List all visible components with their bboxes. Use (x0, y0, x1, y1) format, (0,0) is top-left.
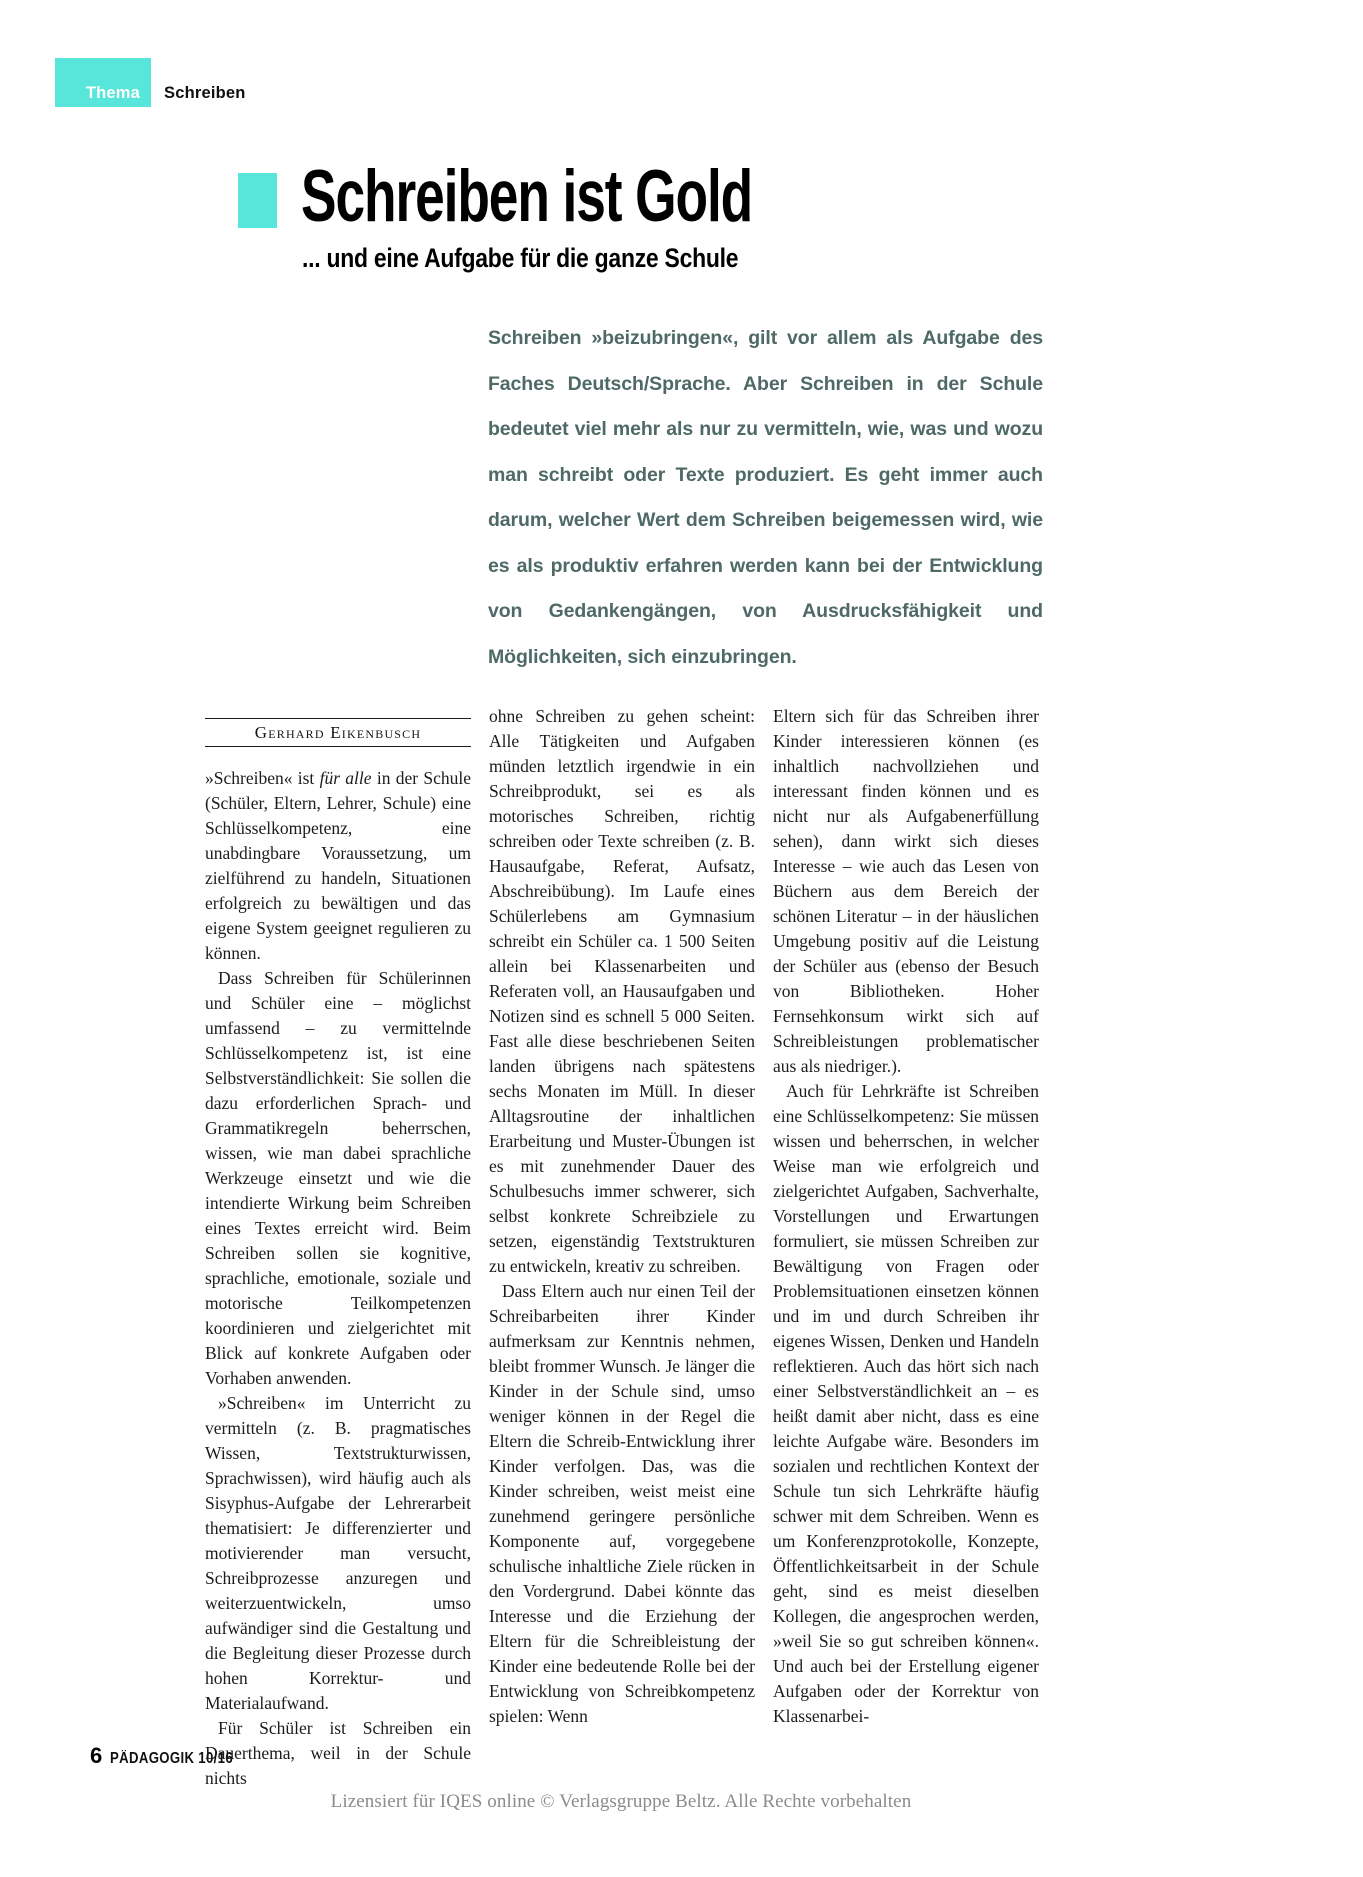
license-text: Lizensiert für IQES online © Verlagsgruppe Beltz. Alle Rechte vorbehalten (330, 1791, 912, 1812)
intro-paragraph: Schreiben »beizubringen«, gilt vor allem als Aufgabe des Faches Deutsch/Sprache. Aber Schreiben in der Schule bedeutet viel mehr als nur zu vermitteln, wie, was und wozu man schreibt oder Texte produziert. Es geht immer auch darum, welcher Wert dem Schreiben beigemessen wird, wie es als produktiv erfahren werden kann bei der Entwicklung von Gedankengängen, von Ausdrucksfähigkeit und Möglichkeiten, sich einzubringen. (488, 327, 1043, 668)
article-paragraph: Eltern sich für das Schreiben ihrer Kinder interessieren können (es inhaltlich nachvollziehen und interessant finden können und es nicht nur als Aufgabenerfüllung sehen), dann wirkt sich dieses Interesse – wie auch das Lesen von Büchern aus dem Bereich der schönen Literatur – in der häuslichen Umgebung positiv auf die Leistung der Schüler aus (ebenso der Besuch von Bibliotheken. Hoher Fernsehkonsum wirkt sich auf Schreibleistungen problematischer aus als niedriger.). (773, 706, 1039, 1076)
article-paragraph: Dass Eltern auch nur einen Teil der Schreibarbeiten ihrer Kinder aufmerksam zur Kenntnis nehmen, bleibt frommer Wunsch. Je länger die Kinder in der Schule sind, umso weniger können in der Regel die Eltern die Schreib-Entwicklung ihrer Kinder verfolgen. Das, was die Kinder schreiben, weist meist eine zunehmend geringere persönliche Komponente auf, vorgegebene schulische inhaltliche Ziele rücken in den Vordergrund. Dabei könnte das Interesse und die Erziehung der Eltern für die Schreibleistung der Kinder eine bedeutende Rolle bei der Entwicklung von Schreibkompetenz spielen: Wenn (489, 1281, 755, 1726)
magazine-issue-label: PÄDAGOGIK 10/16 (110, 1750, 234, 1767)
kicker-topic-label: Schreiben (164, 83, 246, 102)
article-column-2 (489, 704, 755, 1729)
article-paragraph: ohne Schreiben zu gehen scheint: Alle Tätigkeiten und Aufgaben münden letztlich irgendwie in ein Schreibprodukt, sei es als motorisches Schreiben, richtig schreiben oder Texte schreiben (z. B. Hausaufgabe, Referat, Aufsatz, Abschreibübung). Im Laufe eines Schülerlebens am Gymnasium schreibt ein Schüler ca. 1 500 Seiten allein bei Klassenarbeiten und Referaten voll, an Hausaufgaben und Notizen sind es schnell 5 000 Seiten. Fast alle diese beschriebenen Seiten landen übrigens nach spätestens sechs Monaten im Müll. In dieser Alltagsroutine der inhaltlichen Erarbeitung und Muster-Übungen ist es mit zunehmender Dauer des Schulbesuchs immer schwerer, sich selbst konkrete Schreibziele zu setzen, eigenständig Textstrukturen zu entwickeln, kreativ zu schreiben. (489, 706, 755, 1276)
article-paragraph: »Schreiben« im Unterricht zu vermitteln (z. B. pragmatisches Wissen, Textstrukturwissen, Sprachwissen), wird häufig auch als Sisyphus-Aufgabe der Lehrerarbeit thematisiert: Je differenzierter und motivierender man versucht, Schreibprozesse anzuregen und weiterzuentwickeln, umso aufwändiger sind die Gestaltung und die Begleitung dieser Prozesse durch hohen Korrektur- und Materialaufwand. (205, 1393, 471, 1713)
thema-badge-label: Thema (85, 83, 140, 102)
page-number: 6 (90, 1743, 103, 1768)
author-byline: Gerhard Eikenbusch (205, 718, 471, 747)
title-square-icon (238, 173, 277, 228)
paragraph-text: in der Schule (Schüler, Eltern, Lehrer, Schule) eine Schlüsselkompetenz, eine unabdingbare Voraussetzung, um zielführend zu handeln, Situationen erfolgreich zu bewältigen und das eigene System geeignet regulieren zu können. (205, 768, 471, 963)
paragraph-text-italic: für alle (319, 768, 372, 788)
footer-page-info (90, 1745, 255, 1767)
article-paragraph: Dass Schreiben für Schülerinnen und Schüler eine – möglichst umfassend – zu vermittelnde Schlüsselkompetenz ist, ist eine Selbstverständlichkeit: Sie sollen die dazu erforderlichen Sprach- und Grammatikregeln beherrschen, wissen, wie man dabei sprachliche Werkzeuge einsetzt und wie die intendierte Wirkung beim Schreiben eines Textes erreicht wird. Beim Schreiben sollen sie kognitive, sprachliche, emotionale, soziale und motorische Teilkompetenzen koordinieren und zielgerichtet mit Blick auf konkrete Aufgaben oder Vorhaben anwenden. (205, 968, 471, 1388)
page-subtitle: ... und eine Aufgabe für die ganze Schule (302, 243, 739, 273)
article-paragraph: Auch für Lehrkräfte ist Schreiben eine Schlüsselkompetenz: Sie müssen wissen und beherrschen, in welcher Weise man wie erfolgreich und zielgerichtet Aufgaben, Sachverhalte, Vorstellungen und Erwartungen formuliert, sie müssen Schreiben zur Bewältigung von Fragen oder Problemsituationen einsetzen können und im und durch Schreiben ihr eigenes Wissen, Denken und Handeln reflektieren. Auch das hört sich nach einer Selbstverständlichkeit an – es heißt damit aber nicht, dass es eine leichte Aufgabe wäre. Besonders im sozialen und rechtlichen Kontext der Schule tun sich Lehrkräfte häufig schwer mit dem Schreiben. Wenn es um Konferenzprotokolle, Konzepte, Öffentlichkeitsarbeit in der Schule geht, sind es meist dieselben Kollegen, die angesprochen werden, »weil Sie so gut schreiben können«. Und auch bei der Erstellung eigener Aufgaben oder der Korrektur von Klassenarbei- (773, 1081, 1039, 1726)
thema-badge (55, 58, 151, 107)
article-paragraph (205, 766, 471, 966)
paragraph-text: »Schreiben« ist (205, 768, 320, 788)
article-column-3 (773, 704, 1039, 1729)
page-title: Schreiben ist Gold (301, 156, 753, 237)
kicker (55, 58, 246, 107)
article-column-1 (205, 718, 471, 1791)
article-paragraph: Für Schüler ist Schreiben ein Dauerthema, weil in der Schule nichts (205, 1718, 471, 1788)
